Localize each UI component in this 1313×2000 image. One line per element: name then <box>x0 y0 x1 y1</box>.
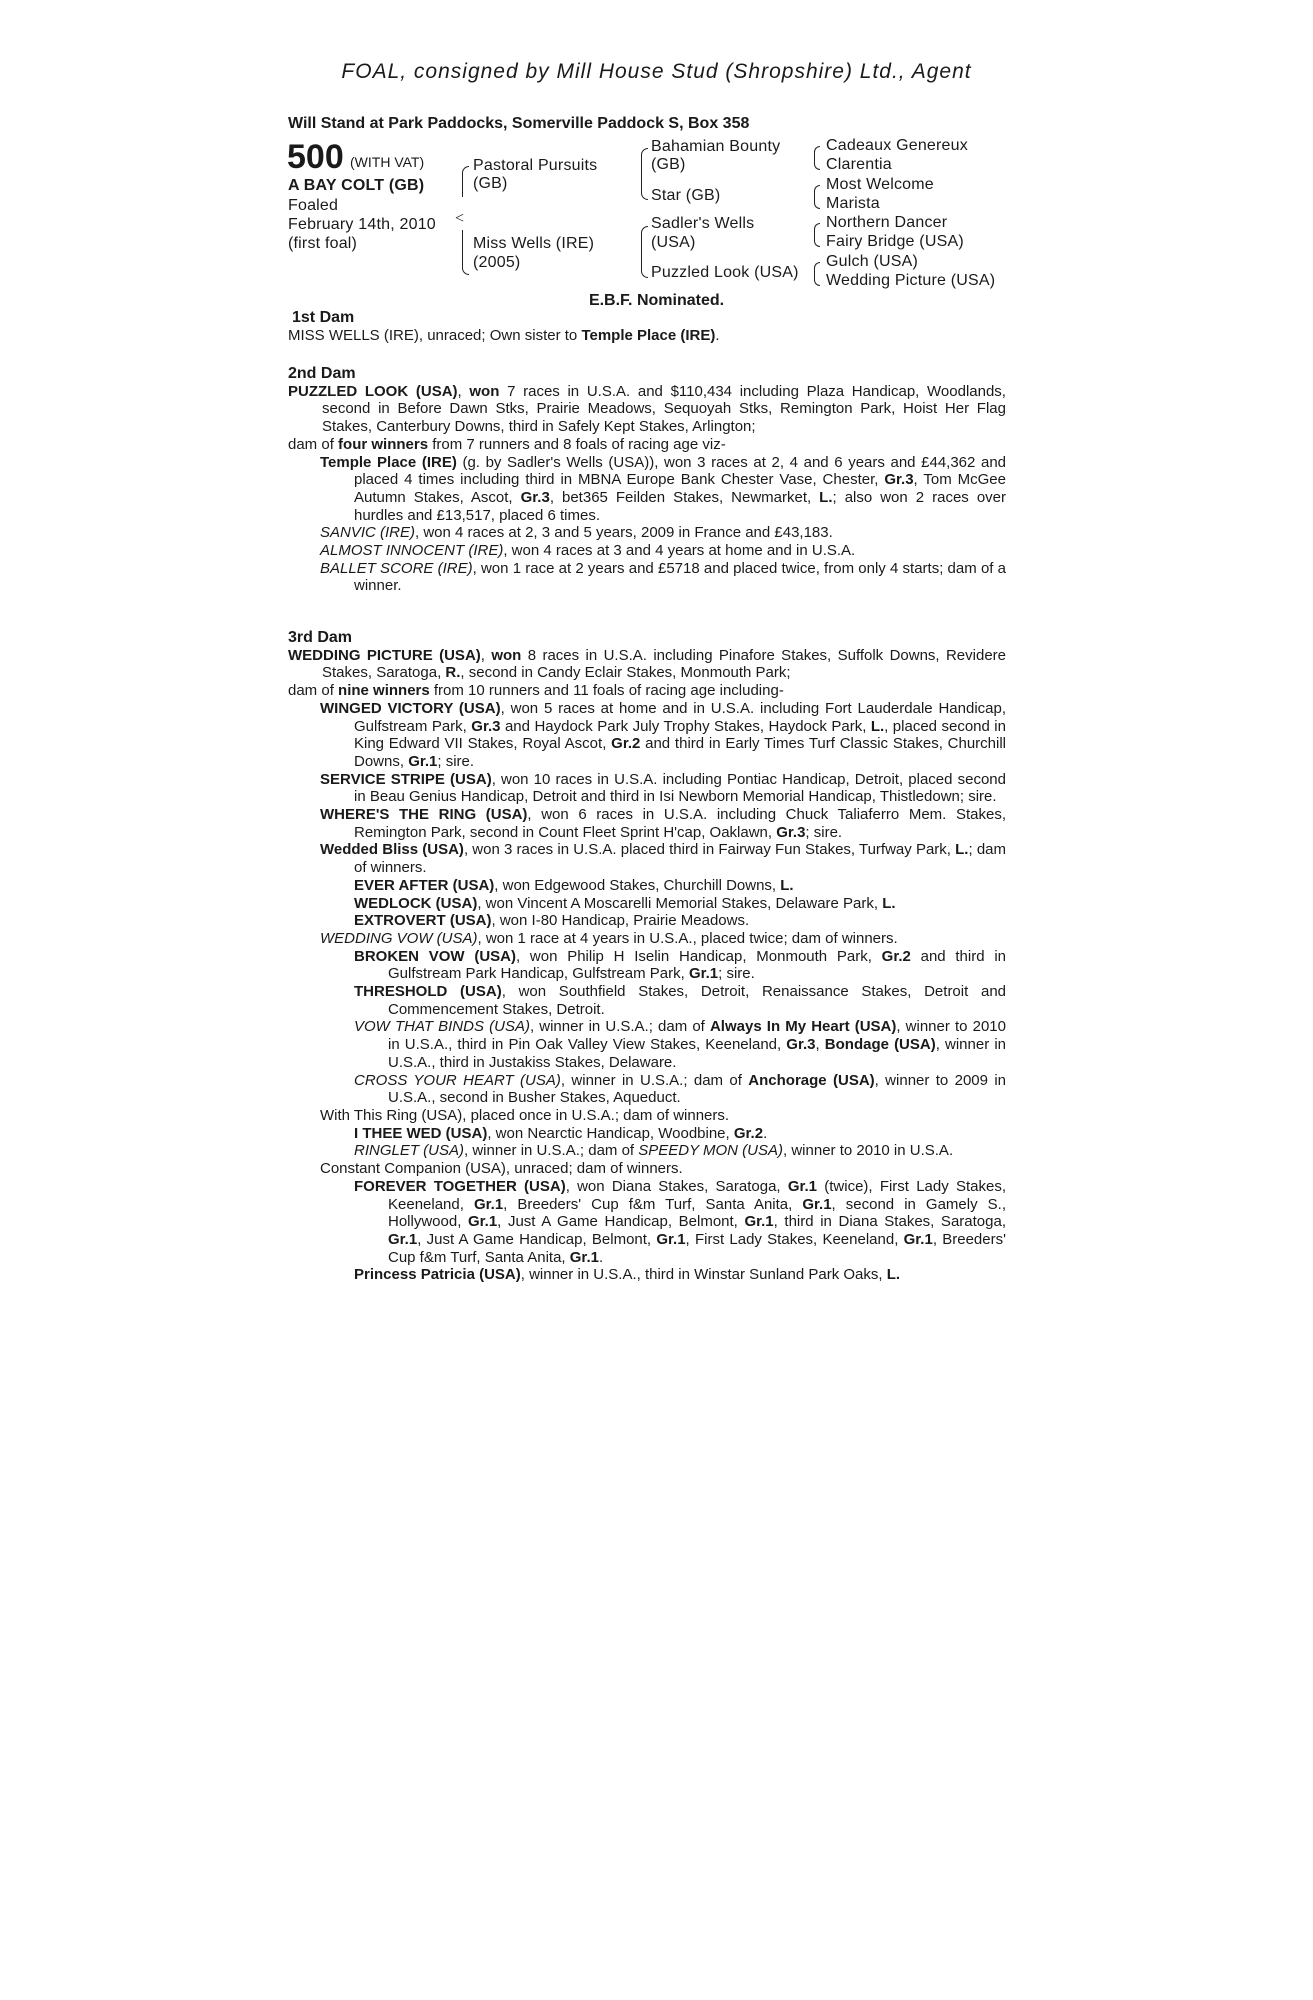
great-grandparent-8: Wedding Picture (USA) <box>826 272 996 289</box>
vow-that-binds-entry: VOW THAT BINDS (USA), winner in U.S.A.; dam of Always In My Heart (USA), winner to 2010 in U.S.A., third in Pin Oak Valley View Stakes, Keeneland, Gr.3, Bondage (USA), winner in U.S.A., third in Justakiss Stakes, Delaware. <box>354 1018 1006 1071</box>
service-stripe-entry: SERVICE STRIPE (USA), won 10 races in U.S.A. including Pontiac Handicap, Detroit, placed second in Beau Genius Handicap, Detroit and third in Isi Newborn Memorial Handicap, Thistledown; sire. <box>320 770 1006 806</box>
sire-brace <box>462 166 469 197</box>
extrovert-entry: EXTROVERT (USA), won I-80 Handicap, Prairie Meadows. <box>354 912 750 930</box>
second-dam-heading: 2nd Dam <box>288 365 356 382</box>
third-dam-section <box>288 629 1006 1284</box>
sire-name: Pastoral Pursuits <box>473 157 598 174</box>
grandsire-1: Bahamian Bounty <box>651 138 781 155</box>
threshold-entry: THRESHOLD (USA), won Southfield Stakes, Detroit, Renaissance Stakes, Detroit and Commencement Stakes, Detroit. <box>354 983 1007 1018</box>
first-foal-note: (first foal) <box>288 235 358 252</box>
grandsire-3-country: (USA) <box>651 234 696 251</box>
ballet-score-entry: BALLET SCORE (IRE), won 1 race at 2 years and £5718 and placed twice, from only 4 starts; dam of a winner. <box>320 559 1006 595</box>
colt-title: A BAY COLT (GB) <box>288 177 425 194</box>
dam-name: Miss Wells (IRE) <box>473 235 595 252</box>
vat-note: (WITH VAT) <box>350 154 425 170</box>
sire-country: (GB) <box>473 175 508 192</box>
almost-innocent-entry: ALMOST INNOCENT (IRE), won 4 races at 3 and 4 years at home and in U.S.A. <box>320 542 856 560</box>
broken-vow-entry: BROKEN VOW (USA), won Philip H Iselin Handicap, Monmouth Park, Gr.2 and third in Gulfstream Park Handicap, Gulfstream Park, Gr.1; sire. <box>354 947 1006 983</box>
grandparent-4: Puzzled Look (USA) <box>651 264 799 281</box>
forever-together-entry: FOREVER TOGETHER (USA), won Diana Stakes, Saratoga, Gr.1 (twice), First Lady Stakes, Keeneland, Gr.1, Breeders' Cup f&m Turf, Santa Anita, Gr.1, second in Gamely S., Hollywood, Gr.1, Just A Game Handicap, Belmont, Gr.1, third in Diana Stakes, Saratoga, Gr.1, Just A Game Handicap, Belmont, Gr.1, First Lady Stakes, Keeneland, Gr.1, Breeders' Cup f&m Turf, Santa Anita, Gr.1. <box>354 1177 1006 1266</box>
sanvic-entry: SANVIC (IRE), won 4 races at 2, 3 and 5 years, 2009 in France and £43,183. <box>320 524 833 542</box>
puzzled-look-entry: PUZZLED LOOK (USA), won 7 races in U.S.A. and $110,434 including Plaza Handicap, Woodlands, second in Before Dawn Stks, Prairie Meadows, Sequoyah Stks, Remington Park, Hoist Her Flag Stakes, Canterbury Downs, third in Safely Kept Stakes, Arlington; <box>288 382 1006 436</box>
princess-patricia-entry: Princess Patricia (USA), winner in U.S.A., third in Winstar Sunland Park Oaks, L. <box>354 1266 901 1284</box>
dam-year: (2005) <box>473 254 521 271</box>
ebf-nominated: E.B.F. Nominated. <box>588 292 725 309</box>
temple-place-entry: Temple Place (IRE) (g. by Sadler's Wells (USA)), won 3 races at 2, 4 and 6 years and £44,362 and placed 4 times including third in MBNA Europe Bank Chester Vase, Chester, Gr.3, Tom McGee Autumn Stakes, Ascot, Gr.3, bet365 Feilden Stakes, Newmarket, L.; also won 2 races over hurdles and £13,517, placed 6 times. <box>320 453 1007 524</box>
third-dam-heading: 3rd Dam <box>288 629 353 646</box>
wedding-picture-entry: WEDDING PICTURE (USA), won 8 races in U.S.A. including Pinafore Stakes, Suffolk Downs, Revidere Stakes, Saratoga, R., second in Candy Eclair Stakes, Monmouth Park; <box>288 646 1007 682</box>
grandsire-1-country: (GB) <box>651 156 686 173</box>
wheres-the-ring-entry: WHERE'S THE RING (USA), won 6 races in U.S.A. including Chuck Taliaferro Mem. Stakes, Remington Park, second in Count Fleet Sprint H'cap, Oaklawn, Gr.3; sire. <box>320 806 1006 841</box>
with-this-ring-entry: With This Ring (USA), placed once in U.S.A.; dam of winners. <box>320 1106 730 1124</box>
wedding-vow-entry: WEDDING VOW (USA), won 1 race at 4 years in U.S.A., placed twice; dam of winners. <box>320 929 898 947</box>
great-grandparent-1: Cadeaux Genereux <box>826 137 968 154</box>
first-dam-text: MISS WELLS (IRE), unraced; Own sister to Temple Place (IRE). <box>288 326 720 344</box>
great-grandparent-6: Fairy Bridge (USA) <box>826 233 964 250</box>
wedded-bliss-entry: Wedded Bliss (USA), won 3 races in U.S.A. placed third in Fairway Fun Stakes, Turfway Park, L.; dam of winners. <box>320 841 1007 877</box>
wedlock-entry: WEDLOCK (USA), won Vincent A Moscarelli Memorial Stakes, Delaware Park, L. <box>354 894 896 912</box>
i-thee-wed-entry: I THEE WED (USA), won Nearctic Handicap, Woodbine, Gr.2. <box>354 1124 768 1142</box>
second-dam-section <box>288 365 1006 595</box>
great-grandparent-7: Gulch (USA) <box>826 253 918 270</box>
stand-location: Will Stand at Park Paddocks, Somerville Paddock S, Box 358 <box>288 115 750 132</box>
constant-companion-entry: Constant Companion (USA), unraced; dam of winners. <box>320 1160 683 1178</box>
dam-brace <box>462 230 469 275</box>
ggs-brace-3 <box>814 223 820 247</box>
grandparent-2: Star (GB) <box>651 187 721 204</box>
gs3-brace <box>641 226 648 278</box>
great-grandparent-4: Marista <box>826 195 880 212</box>
great-grandparent-2: Clarentia <box>826 156 892 173</box>
ggs-brace-2 <box>814 185 820 209</box>
ringlet-entry: RINGLET (USA), winner in U.S.A.; dam of SPEEDY MON (USA), winner to 2010 in U.S.A. <box>354 1142 954 1160</box>
lot-number: 500 <box>287 138 344 176</box>
temple-place-ref: Temple Place (IRE) <box>581 326 716 344</box>
foaled-date: February 14th, 2010 <box>288 216 436 233</box>
second-dam-produce-summary: dam of four winners from 7 runners and 8 foals of racing age viz- <box>288 435 726 453</box>
winged-victory-entry: WINGED VICTORY (USA), won 5 races at home and in U.S.A. including Fort Lauderdale Handicap, Gulfstream Park, Gr.3 and Haydock Park July Trophy Stakes, Haydock Park, L., placed second in King Edward VII Stakes, Royal Ascot, Gr.2 and third in Early Times Turf Classic Stakes, Churchill Downs, Gr.1; sire. <box>320 699 1007 770</box>
first-dam-heading: 1st Dam <box>292 309 355 326</box>
ever-after-entry: EVER AFTER (USA), won Edgewood Stakes, Churchill Downs, L. <box>354 876 794 894</box>
first-dam-section <box>288 309 1006 344</box>
cross-your-heart-entry: CROSS YOUR HEART (USA), winner in U.S.A.; dam of Anchorage (USA), winner to 2009 in U.S.A., second in Busher Stakes, Aqueduct. <box>354 1071 1006 1107</box>
center-brace-point: < <box>455 210 465 227</box>
gs1-brace <box>641 148 648 200</box>
ggs-brace-1 <box>814 146 820 170</box>
great-grandparent-3: Most Welcome <box>826 176 934 193</box>
foaled-label: Foaled <box>288 197 339 214</box>
great-grandparent-5: Northern Dancer <box>826 214 948 231</box>
third-dam-produce-summary: dam of nine winners from 10 runners and 11 foals of racing age including- <box>288 682 784 700</box>
ggs-brace-4 <box>814 262 820 286</box>
grandsire-3: Sadler's Wells <box>651 215 755 232</box>
consignment-line: FOAL, consigned by Mill House Stud (Shropshire) Ltd., Agent <box>341 60 972 83</box>
